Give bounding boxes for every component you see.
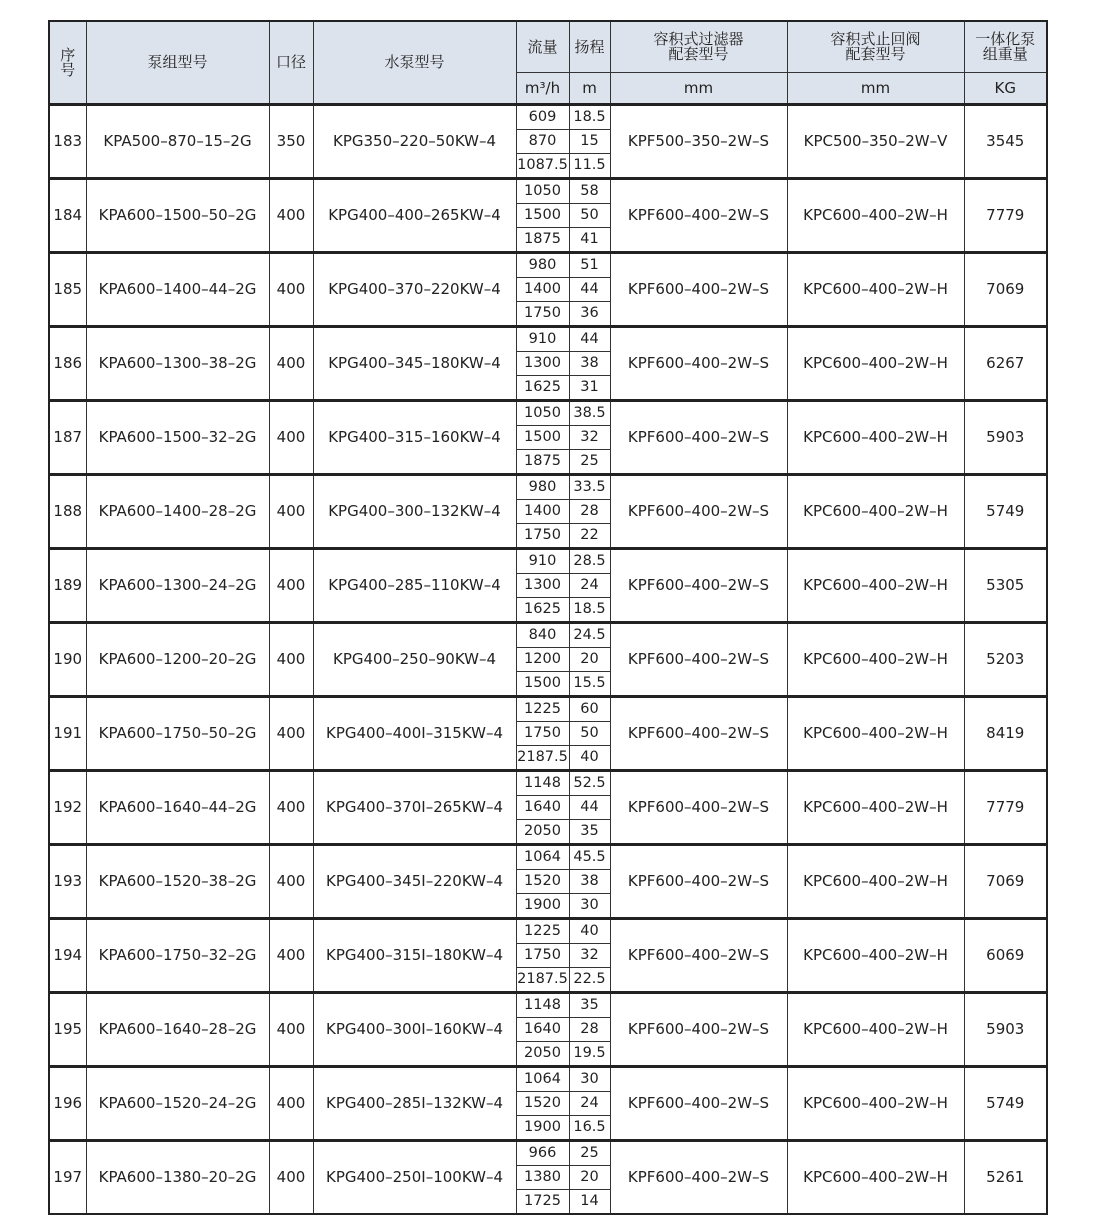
head-cell: 22.5: [569, 968, 610, 993]
head-cell: 38: [569, 870, 610, 894]
seq-cell: 196: [49, 1067, 86, 1141]
flow-cell: 1087.5: [516, 154, 569, 179]
unit-model-cell: KPA600–1400–28–2G: [86, 475, 269, 549]
head-cell: 30: [569, 1067, 610, 1092]
flow-cell: 1064: [516, 845, 569, 870]
head-cell: 24: [569, 1092, 610, 1116]
flow-cell: 1640: [516, 1018, 569, 1042]
weight-cell: 5203: [964, 623, 1047, 697]
pump-model-cell: KPG400–370I–265KW–4: [313, 771, 516, 845]
flow-cell: 1200: [516, 648, 569, 672]
unit-model-cell: KPA600–1750–32–2G: [86, 919, 269, 993]
check-valve-cell: KPC600–400–2W–H: [787, 771, 964, 845]
filter-cell: KPF600–400–2W–S: [610, 475, 787, 549]
flow-cell: 2050: [516, 820, 569, 845]
diameter-cell: 400: [269, 1067, 313, 1141]
flow-cell: 1520: [516, 870, 569, 894]
seq-cell: 194: [49, 919, 86, 993]
head-cell: 18.5: [569, 105, 610, 130]
head-cell: 58: [569, 179, 610, 204]
diameter-cell: 400: [269, 327, 313, 401]
diameter-cell: 400: [269, 845, 313, 919]
pump-model-cell: KPG400–300I–160KW–4: [313, 993, 516, 1067]
flow-cell: 1300: [516, 352, 569, 376]
head-cell: 33.5: [569, 475, 610, 500]
flow-cell: 1750: [516, 722, 569, 746]
pump-model-cell: KPG400–400–265KW–4: [313, 179, 516, 253]
filter-cell: KPF600–400–2W–S: [610, 993, 787, 1067]
diameter-cell: 400: [269, 253, 313, 327]
head-cell: 28: [569, 1018, 610, 1042]
unit-model-cell: KPA600–1500–32–2G: [86, 401, 269, 475]
head-cell: 44: [569, 327, 610, 352]
filter-cell: KPF600–400–2W–S: [610, 623, 787, 697]
table-header: [49, 21, 1047, 105]
flow-cell: 1064: [516, 1067, 569, 1092]
head-cell: 38.5: [569, 401, 610, 426]
flow-cell: 1750: [516, 944, 569, 968]
weight-cell: 7779: [964, 771, 1047, 845]
unit-model-cell: KPA600–1640–28–2G: [86, 993, 269, 1067]
weight-cell: 5903: [964, 993, 1047, 1067]
check-valve-cell: KPC600–400–2W–H: [787, 1067, 964, 1141]
flow-cell: 980: [516, 475, 569, 500]
head-cell: 24.5: [569, 623, 610, 648]
flow-cell: 966: [516, 1141, 569, 1166]
weight-cell: 6267: [964, 327, 1047, 401]
unit-model-cell: KPA600–1520–38–2G: [86, 845, 269, 919]
table-row: [49, 697, 1047, 722]
head-cell: 20: [569, 648, 610, 672]
seq-cell: 190: [49, 623, 86, 697]
unit-model-cell: KPA500–870–15–2G: [86, 105, 269, 179]
unit-model-cell: KPA600–1300–38–2G: [86, 327, 269, 401]
filter-cell: KPF600–400–2W–S: [610, 1141, 787, 1215]
table-row: [49, 919, 1047, 944]
head-cell: 20: [569, 1166, 610, 1190]
seq-cell: 193: [49, 845, 86, 919]
table-row: [49, 179, 1047, 204]
seq-cell: 188: [49, 475, 86, 549]
diameter-cell: 400: [269, 1141, 313, 1215]
head-cell: 40: [569, 746, 610, 771]
table-row: [49, 401, 1047, 426]
head-cell: 30: [569, 894, 610, 919]
head-cell: 31: [569, 376, 610, 401]
unit-model-cell: KPA600–1400–44–2G: [86, 253, 269, 327]
header-head: 扬程: [569, 21, 610, 73]
table-row: [49, 623, 1047, 648]
check-valve-cell: KPC600–400–2W–H: [787, 401, 964, 475]
flow-cell: 1500: [516, 672, 569, 697]
flow-cell: 1625: [516, 376, 569, 401]
seq-cell: 185: [49, 253, 86, 327]
head-cell: 44: [569, 278, 610, 302]
flow-cell: 1225: [516, 919, 569, 944]
filter-cell: KPF600–400–2W–S: [610, 919, 787, 993]
flow-cell: 1750: [516, 524, 569, 549]
head-cell: 38: [569, 352, 610, 376]
check-valve-cell: KPC600–400–2W–H: [787, 253, 964, 327]
check-valve-cell: KPC600–400–2W–H: [787, 549, 964, 623]
flow-cell: 1380: [516, 1166, 569, 1190]
unit-model-cell: KPA600–1520–24–2G: [86, 1067, 269, 1141]
flow-cell: 1050: [516, 179, 569, 204]
table-row: [49, 475, 1047, 500]
header-pump-model: 水泵型号: [313, 21, 516, 105]
flow-cell: 870: [516, 130, 569, 154]
check-valve-cell: KPC600–400–2W–H: [787, 475, 964, 549]
flow-cell: 1625: [516, 598, 569, 623]
pump-model-cell: KPG400–345I–220KW–4: [313, 845, 516, 919]
pump-model-cell: KPG400–370–220KW–4: [313, 253, 516, 327]
head-cell: 11.5: [569, 154, 610, 179]
head-cell: 50: [569, 204, 610, 228]
head-cell: 22: [569, 524, 610, 549]
unit-model-cell: KPA600–1500–50–2G: [86, 179, 269, 253]
diameter-cell: 400: [269, 179, 313, 253]
flow-cell: 1900: [516, 1116, 569, 1141]
flow-cell: 1400: [516, 278, 569, 302]
filter-cell: KPF600–400–2W–S: [610, 327, 787, 401]
table-row: [49, 771, 1047, 796]
header-flow: 流量: [516, 21, 569, 73]
unit-model-cell: KPA600–1200–20–2G: [86, 623, 269, 697]
pump-model-cell: KPG400–250–90KW–4: [313, 623, 516, 697]
check-valve-cell: KPC600–400–2W–H: [787, 845, 964, 919]
weight-cell: 3545: [964, 105, 1047, 179]
weight-cell: 5903: [964, 401, 1047, 475]
filter-cell: KPF600–400–2W–S: [610, 179, 787, 253]
header-filter: 容积式过滤器 配套型号: [610, 21, 787, 73]
check-valve-cell: KPC500–350–2W–V: [787, 105, 964, 179]
head-cell: 51: [569, 253, 610, 278]
pump-model-cell: KPG350–220–50KW–4: [313, 105, 516, 179]
diameter-cell: 400: [269, 993, 313, 1067]
seq-cell: 183: [49, 105, 86, 179]
flow-cell: 1400: [516, 500, 569, 524]
head-cell: 32: [569, 426, 610, 450]
weight-cell: 5749: [964, 1067, 1047, 1141]
pump-model-cell: KPG400–315–160KW–4: [313, 401, 516, 475]
head-cell: 32: [569, 944, 610, 968]
diameter-cell: 400: [269, 401, 313, 475]
diameter-cell: 400: [269, 697, 313, 771]
check-valve-cell: KPC600–400–2W–H: [787, 1141, 964, 1215]
diameter-cell: 400: [269, 919, 313, 993]
table-row: [49, 993, 1047, 1018]
head-cell: 15: [569, 130, 610, 154]
pump-model-cell: KPG400–285I–132KW–4: [313, 1067, 516, 1141]
seq-cell: 192: [49, 771, 86, 845]
flow-cell: 1725: [516, 1190, 569, 1215]
seq-cell: 187: [49, 401, 86, 475]
flow-cell: 980: [516, 253, 569, 278]
head-cell: 15.5: [569, 672, 610, 697]
head-cell: 52.5: [569, 771, 610, 796]
header-flow-unit: m³/h: [516, 73, 569, 105]
flow-cell: 1225: [516, 697, 569, 722]
unit-model-cell: KPA600–1750–50–2G: [86, 697, 269, 771]
flow-cell: 1050: [516, 401, 569, 426]
head-cell: 36: [569, 302, 610, 327]
table-row: [49, 327, 1047, 352]
flow-cell: 1148: [516, 993, 569, 1018]
table-row: [49, 105, 1047, 130]
head-cell: 14: [569, 1190, 610, 1215]
flow-cell: 1640: [516, 796, 569, 820]
head-cell: 25: [569, 1141, 610, 1166]
head-cell: 25: [569, 450, 610, 475]
flow-cell: 1500: [516, 426, 569, 450]
filter-cell: KPF500–350–2W–S: [610, 105, 787, 179]
pump-model-cell: KPG400–345–180KW–4: [313, 327, 516, 401]
table-row: [49, 1141, 1047, 1166]
flow-cell: 1875: [516, 228, 569, 253]
head-cell: 35: [569, 820, 610, 845]
head-cell: 19.5: [569, 1042, 610, 1067]
diameter-cell: 400: [269, 549, 313, 623]
seq-cell: 191: [49, 697, 86, 771]
header-unit-model: 泵组型号: [86, 21, 269, 105]
head-cell: 16.5: [569, 1116, 610, 1141]
flow-cell: 2187.5: [516, 746, 569, 771]
flow-cell: 2187.5: [516, 968, 569, 993]
flow-cell: 840: [516, 623, 569, 648]
table-body: [49, 105, 1047, 1215]
filter-cell: KPF600–400–2W–S: [610, 253, 787, 327]
head-cell: 44: [569, 796, 610, 820]
diameter-cell: 400: [269, 771, 313, 845]
pump-spec-table: [48, 20, 1048, 1215]
check-valve-cell: KPC600–400–2W–H: [787, 327, 964, 401]
filter-cell: KPF600–400–2W–S: [610, 845, 787, 919]
weight-cell: 6069: [964, 919, 1047, 993]
table-row: [49, 1067, 1047, 1092]
filter-cell: KPF600–400–2W–S: [610, 549, 787, 623]
filter-cell: KPF600–400–2W–S: [610, 1067, 787, 1141]
flow-cell: 1500: [516, 204, 569, 228]
header-seq: 序 号: [49, 21, 86, 105]
flow-cell: 1300: [516, 574, 569, 598]
unit-model-cell: KPA600–1380–20–2G: [86, 1141, 269, 1215]
head-cell: 35: [569, 993, 610, 1018]
flow-cell: 1520: [516, 1092, 569, 1116]
seq-cell: 197: [49, 1141, 86, 1215]
header-filter-unit: mm: [610, 73, 787, 105]
table-row: [49, 549, 1047, 574]
pump-model-cell: KPG400–285–110KW–4: [313, 549, 516, 623]
check-valve-cell: KPC600–400–2W–H: [787, 697, 964, 771]
check-valve-cell: KPC600–400–2W–H: [787, 623, 964, 697]
header-valve-unit: mm: [787, 73, 964, 105]
flow-cell: 1900: [516, 894, 569, 919]
check-valve-cell: KPC600–400–2W–H: [787, 919, 964, 993]
pump-model-cell: KPG400–400I–315KW–4: [313, 697, 516, 771]
header-weight: 一体化泵 组重量: [964, 21, 1047, 73]
seq-cell: 186: [49, 327, 86, 401]
pump-model-cell: KPG400–300–132KW–4: [313, 475, 516, 549]
head-cell: 28.5: [569, 549, 610, 574]
head-cell: 45.5: [569, 845, 610, 870]
weight-cell: 7779: [964, 179, 1047, 253]
seq-cell: 184: [49, 179, 86, 253]
unit-model-cell: KPA600–1640–44–2G: [86, 771, 269, 845]
head-cell: 28: [569, 500, 610, 524]
flow-cell: 910: [516, 549, 569, 574]
check-valve-cell: KPC600–400–2W–H: [787, 993, 964, 1067]
seq-cell: 189: [49, 549, 86, 623]
head-cell: 50: [569, 722, 610, 746]
flow-cell: 910: [516, 327, 569, 352]
filter-cell: KPF600–400–2W–S: [610, 401, 787, 475]
filter-cell: KPF600–400–2W–S: [610, 697, 787, 771]
unit-model-cell: KPA600–1300–24–2G: [86, 549, 269, 623]
check-valve-cell: KPC600–400–2W–H: [787, 179, 964, 253]
head-cell: 60: [569, 697, 610, 722]
header-diameter: 口径: [269, 21, 313, 105]
table-row: [49, 253, 1047, 278]
pump-model-cell: KPG400–250I–100KW–4: [313, 1141, 516, 1215]
weight-cell: 8419: [964, 697, 1047, 771]
diameter-cell: 350: [269, 105, 313, 179]
header-weight-unit: KG: [964, 73, 1047, 105]
pump-model-cell: KPG400–315I–180KW–4: [313, 919, 516, 993]
head-cell: 40: [569, 919, 610, 944]
diameter-cell: 400: [269, 623, 313, 697]
flow-cell: 609: [516, 105, 569, 130]
weight-cell: 5749: [964, 475, 1047, 549]
header-head-unit: m: [569, 73, 610, 105]
weight-cell: 5305: [964, 549, 1047, 623]
flow-cell: 1875: [516, 450, 569, 475]
filter-cell: KPF600–400–2W–S: [610, 771, 787, 845]
head-cell: 41: [569, 228, 610, 253]
diameter-cell: 400: [269, 475, 313, 549]
table-row: [49, 845, 1047, 870]
flow-cell: 2050: [516, 1042, 569, 1067]
seq-cell: 195: [49, 993, 86, 1067]
flow-cell: 1750: [516, 302, 569, 327]
weight-cell: 7069: [964, 845, 1047, 919]
weight-cell: 7069: [964, 253, 1047, 327]
flow-cell: 1148: [516, 771, 569, 796]
header-check-valve: 容积式止回阀 配套型号: [787, 21, 964, 73]
head-cell: 24: [569, 574, 610, 598]
head-cell: 18.5: [569, 598, 610, 623]
weight-cell: 5261: [964, 1141, 1047, 1215]
